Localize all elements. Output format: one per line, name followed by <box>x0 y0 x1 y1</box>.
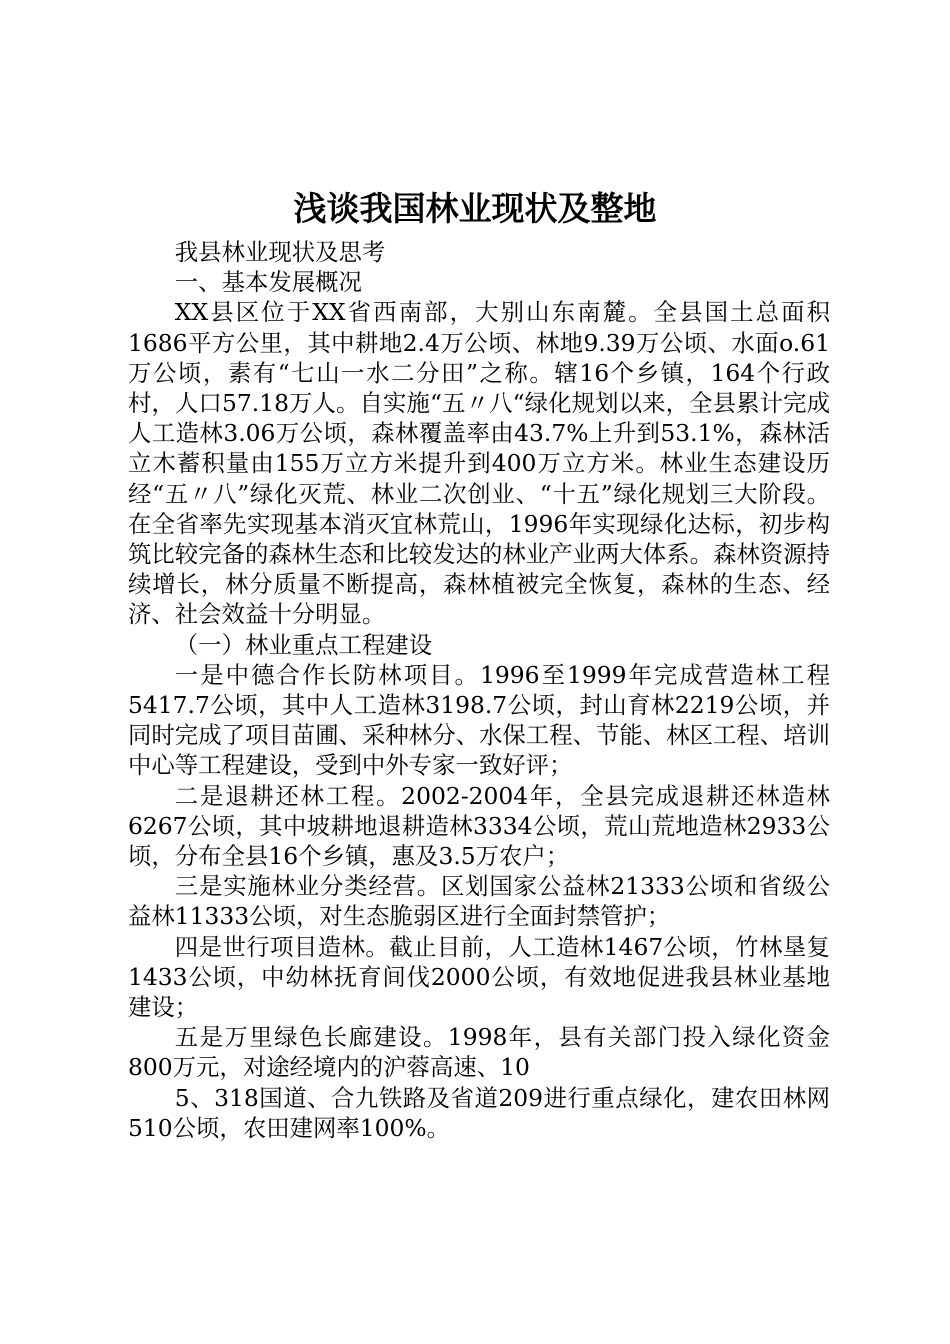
project-paragraph-5: 五是万里绿色长廊建设。1998年，县有关部门投入绿化资金800万元，对途经境内的沪蓉高速、10 <box>128 1023 830 1082</box>
subsection-heading: （一）林业重点工程建设 <box>174 630 433 659</box>
project-paragraph-5-continued: 5、318国道、合九铁路及省道209进行重点绿化，建农田林网510公顷，农田建网率100%。 <box>128 1083 830 1142</box>
document-title: 浅谈我国林业现状及整地 <box>293 189 657 228</box>
project-paragraph-3: 三是实施林业分类经营。区划国家公益林21333公顷和省级公益林11333公顷，对生态脆弱区进行全面封禁管护； <box>128 872 830 931</box>
project-paragraph-4: 四是世行项目造林。截止目前，人工造林1467公顷，竹林垦复1433公顷，中幼林抚育间伐2000公顷，有效地促进我县林业基地建设； <box>128 932 830 1022</box>
subtitle-paragraph: 我县林业现状及思考 <box>174 238 386 266</box>
project-paragraph-1: 一是中德合作长防林项目。1996至1999年完成营造林工程5417.7公顷，其中人工造林3198.7公顷，封山育林2219公顷，并同时完成了项目苗圃、采种林分、水保工程、节能、林区工程、培训中心等工程建设，受到中外专家一致好评； <box>128 660 830 780</box>
document-body <box>128 237 830 1143</box>
section-heading: 一、基本发展概况 <box>174 268 362 297</box>
overview-paragraph: XX县区位于XX省西南部，大别山东南麓。全县国土总面积1686平方公里，其中耕地2.4万公顷、林地9.39万公顷、水面o.61万公顷，素有“七山一水二分田”之称。辖16个乡镇，164个行政村，人口57.18万人。自实施“五〃八“绿化规划以来，全县累计完成人工造林3.06万公顷，森林覆盖率由43.7%上升到53.1%，森林活立木蓄积量由155万立方米提升到400万立方米。林业生态建设历经“五〃八”绿化灭荒、林业二次创业、“十五”绿化规划三大阶段。在全省率先实现基本消灭宜林荒山，1996年实现绿化达标，初步构筑比较完备的森林生态和比较发达的林业产业两大体系。森林资源持续增长，林分质量不断提高，森林植被完全恢复，森林的生态、经济、社会效益十分明显。 <box>128 298 830 629</box>
project-paragraph-2: 二是退耕还林工程。2002-2004年，全县完成退耕还林造林6267公顷，其中坡耕地退耕造林3334公顷，荒山荒地造林2933公顷，分布全县16个乡镇，惠及3.5万农户； <box>128 781 830 871</box>
